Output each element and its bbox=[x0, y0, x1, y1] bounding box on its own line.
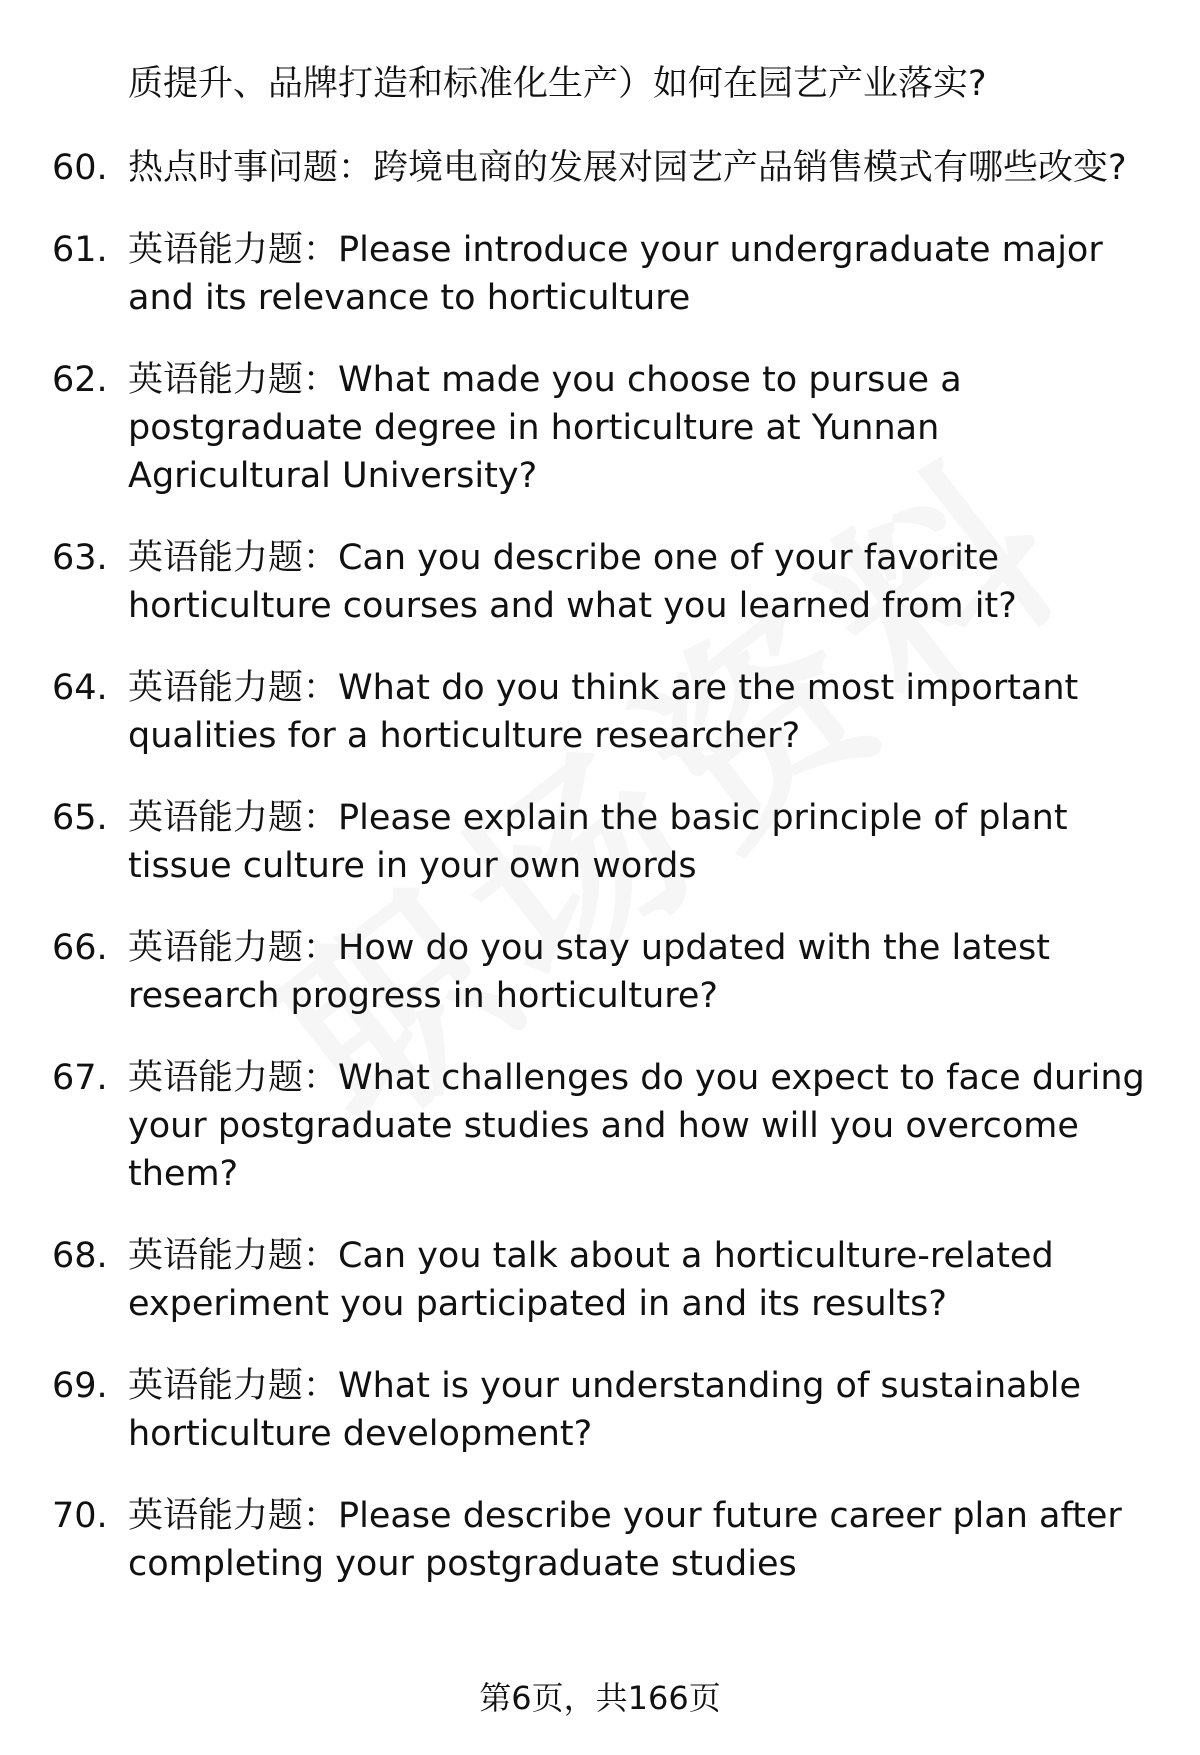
question-item bbox=[52, 924, 1152, 1020]
question-item bbox=[52, 144, 1152, 192]
question-item bbox=[52, 534, 1152, 630]
question-number: 60. bbox=[52, 148, 108, 188]
question-text: 英语能力题：Please explain the basic principle of plant tissue culture in your own words bbox=[128, 798, 1068, 886]
question-text: 热点时事问题：跨境电商的发展对园艺产品销售模式有哪些改变? bbox=[128, 148, 1127, 188]
question-text: 英语能力题：Please describe your future career plan after completing your postgraduate studies bbox=[128, 1496, 1122, 1584]
question-number: 68. bbox=[52, 1236, 108, 1276]
continuation-text: 质提升、品牌打造和标准化生产）如何在园艺产业落实? bbox=[128, 64, 987, 104]
question-item bbox=[52, 1492, 1152, 1588]
question-number: 63. bbox=[52, 538, 108, 578]
question-item bbox=[52, 226, 1152, 322]
question-text: 英语能力题：What is your understanding of sustainable horticulture development? bbox=[128, 1366, 1082, 1454]
question-text: 英语能力题：What made you choose to pursue a postgraduate degree in horticulture at Yunnan Agricultural University? bbox=[128, 360, 962, 496]
question-item bbox=[52, 1232, 1152, 1328]
question-number: 67. bbox=[52, 1058, 108, 1098]
question-number: 61. bbox=[52, 230, 108, 270]
question-item bbox=[52, 664, 1152, 760]
question-text: 英语能力题：Can you talk about a horticulture-related experiment you participated in and its results? bbox=[128, 1236, 1054, 1324]
question-text: 英语能力题：Please introduce your undergraduate major and its relevance to horticulture bbox=[128, 230, 1103, 318]
question-number: 69. bbox=[52, 1366, 108, 1406]
question-number: 62. bbox=[52, 360, 108, 400]
question-item bbox=[52, 1054, 1152, 1198]
page-footer: 第6页，共166页 bbox=[479, 1679, 721, 1717]
question-number: 64. bbox=[52, 668, 108, 708]
question-number: 65. bbox=[52, 798, 108, 838]
question-text: 英语能力题：What do you think are the most important qualities for a horticulture researcher? bbox=[128, 668, 1079, 756]
question-text: 英语能力题：What challenges do you expect to face during your postgraduate studies and how will you overcome them? bbox=[128, 1058, 1145, 1194]
question-text: 英语能力题：How do you stay updated with the latest research progress in horticulture? bbox=[128, 928, 1050, 1016]
question-item bbox=[52, 1362, 1152, 1458]
question-item bbox=[52, 356, 1152, 500]
question-number: 70. bbox=[52, 1496, 108, 1536]
question-item bbox=[52, 794, 1152, 890]
question-number: 66. bbox=[52, 928, 108, 968]
question-list bbox=[52, 144, 1152, 1622]
question-text: 英语能力题：Can you describe one of your favorite horticulture courses and what you learned from it? bbox=[128, 538, 1017, 626]
